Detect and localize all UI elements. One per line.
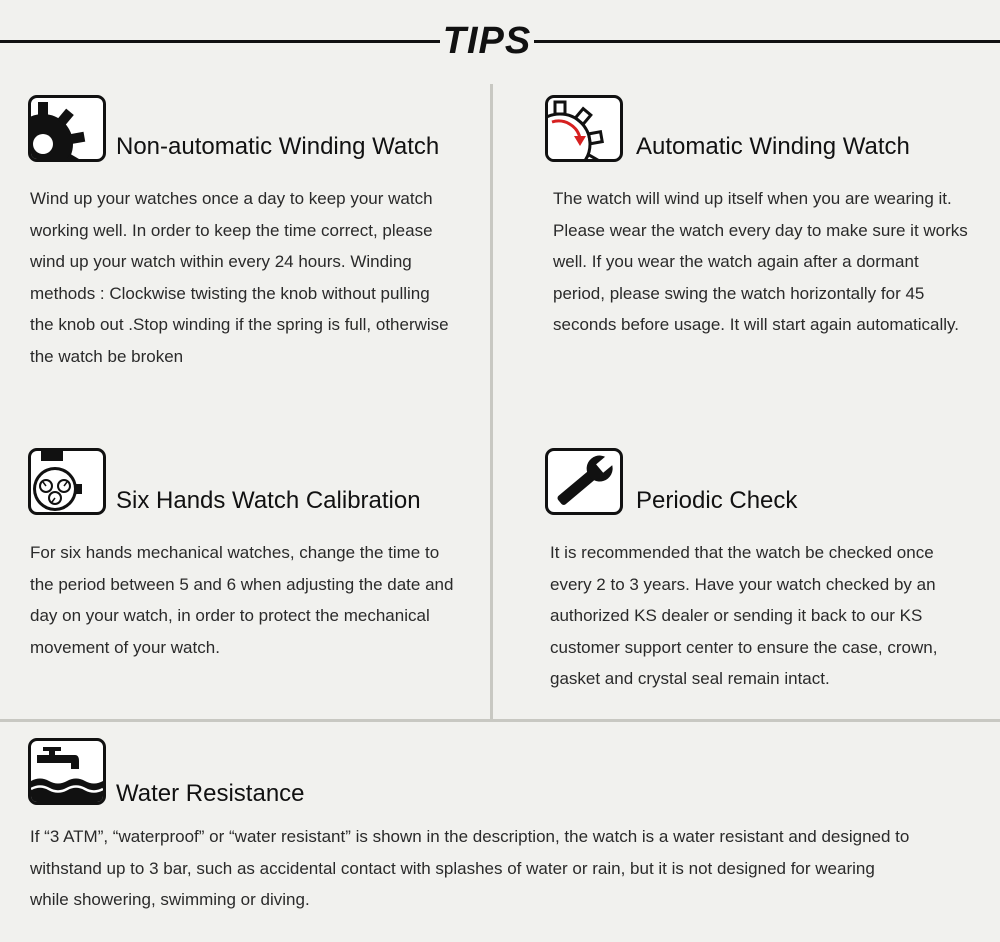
gear-icon xyxy=(28,95,106,162)
section-body: The watch will wind up itself when you are wearing it. Please wear the watch every day to make sure it works well. If you wear the watch again after a dormant period, please swing the watch horizontally for 45 seconds before usage. It will start again automatically. xyxy=(553,189,968,334)
water-tap-icon xyxy=(28,738,106,805)
section-heading: Water Resistance xyxy=(116,780,305,807)
section-heading: Periodic Check xyxy=(636,487,798,514)
wrench-icon xyxy=(545,448,623,515)
gear-arrow-icon xyxy=(545,95,623,162)
section-body: Wind up your watches once a day to keep your watch working well. In order to keep the time correct, please wind up your watch within every 24 hours. Winding methods : Clockwise twisting the knob without pulling the knob out .Stop winding if the spring is full, otherwise the watch be broken xyxy=(30,189,449,366)
section-body: It is recommended that the watch be checked once every 2 to 3 years. Have your watch checked by an authorized KS dealer or sending it back to our KS customer support center to ensure the case, crown, gasket and crystal seal remain intact. xyxy=(550,543,938,688)
horizontal-divider xyxy=(0,719,1000,722)
section-heading: Automatic Winding Watch xyxy=(636,133,910,160)
section-body: For six hands mechanical watches, change the time to the period between 5 and 6 when adjusting the date and day on your watch, in order to protect the mechanical movement of your watch. xyxy=(30,543,454,657)
section-heading: Six Hands Watch Calibration xyxy=(116,487,421,514)
section-body: If “3 ATM”, “waterproof” or “water resistant” is shown in the description, the watch is a water resistant and designed to withstand up to 3 bar, such as accidental contact with splashes of water or rain, but it is not designed for wearing while showering, swimming or diving. xyxy=(30,827,910,909)
title-rule-right xyxy=(534,40,1000,43)
watch-dial-icon xyxy=(28,448,106,515)
page-title: TIPS xyxy=(442,20,532,62)
title-rule-left xyxy=(0,40,440,43)
vertical-divider xyxy=(490,84,493,720)
section-heading: Non-automatic Winding Watch xyxy=(116,133,440,160)
